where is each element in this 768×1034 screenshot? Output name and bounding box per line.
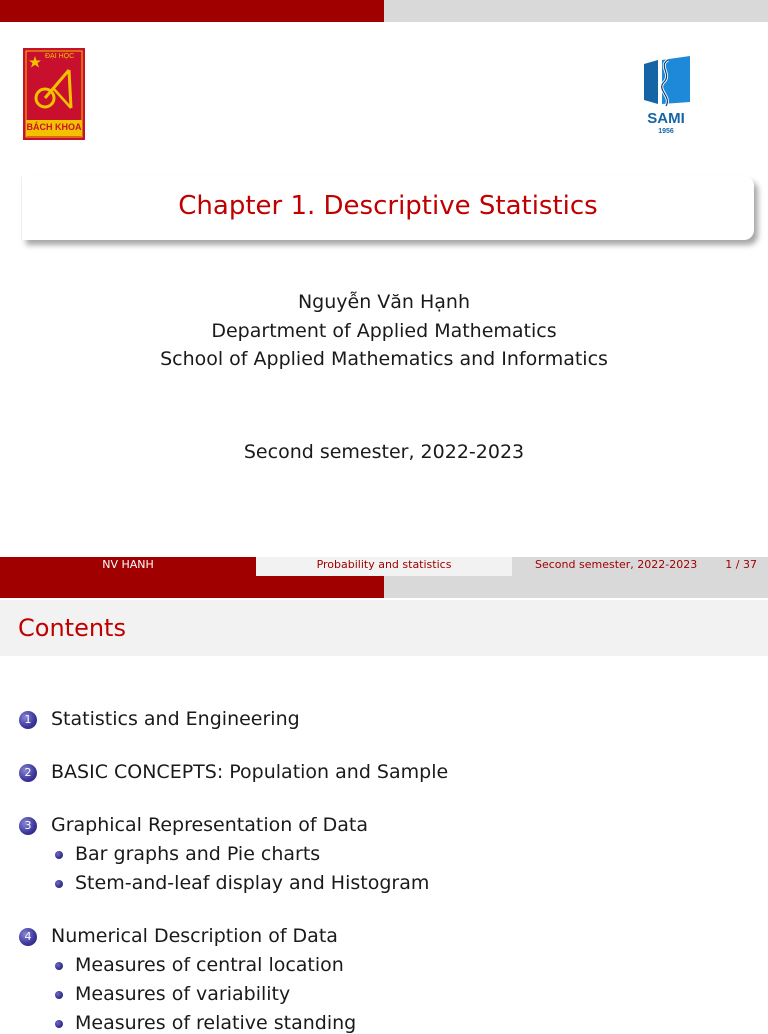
school-name: School of Applied Mathematics and Informatics xyxy=(160,348,608,370)
bullet-icon xyxy=(55,1020,63,1028)
top-bar-grey xyxy=(384,0,768,22)
contents-heading: Contents xyxy=(18,614,126,642)
subsection-title[interactable]: Bar graphs and Pie charts xyxy=(75,843,321,865)
title-box xyxy=(22,176,754,240)
bullet-icon xyxy=(55,991,63,999)
section-number-badge: 3 xyxy=(19,817,37,835)
footer-page: 1 / 37 xyxy=(725,558,757,571)
slide-title: Chapter 1. Descriptive Statistics xyxy=(178,191,598,221)
hust-logo xyxy=(23,48,85,140)
footer-course: Probability and statistics xyxy=(316,558,452,571)
section-number-badge: 1 xyxy=(19,711,37,729)
subsection-title[interactable]: Measures of variability xyxy=(75,983,291,1005)
footer-semester-cell xyxy=(512,557,768,576)
footer-bottom-red xyxy=(0,576,384,598)
footer-author-cell xyxy=(0,557,256,576)
footer-bottom-grey xyxy=(384,576,768,598)
section-title[interactable]: BASIC CONCEPTS: Population and Sample xyxy=(51,761,449,783)
section-title[interactable]: Statistics and Engineering xyxy=(51,708,300,730)
department-name: Department of Applied Mathematics xyxy=(211,320,557,342)
hust-logo-bottom-text: BÁCH KHOA xyxy=(26,122,82,132)
footer-course-cell xyxy=(256,557,512,576)
sami-logo xyxy=(638,54,694,140)
section-title[interactable]: Graphical Representation of Data xyxy=(51,814,369,836)
sami-logo-year: 1956 xyxy=(658,128,674,135)
section-title[interactable]: Numerical Description of Data xyxy=(51,925,338,947)
hust-logo-top-text: ĐẠI HỌC xyxy=(45,53,75,60)
bullet-icon xyxy=(55,962,63,970)
top-bar-red xyxy=(0,0,384,22)
section-number-badge: 2 xyxy=(19,764,37,782)
subsection-title[interactable]: Stem-and-leaf display and Histogram xyxy=(75,872,430,894)
author-name: Nguyễn Văn Hạnh xyxy=(297,291,471,313)
sami-logo-name: SAMI xyxy=(647,110,685,127)
subsection-title[interactable]: Measures of central location xyxy=(75,954,344,976)
subsection-title[interactable]: Measures of relative standing xyxy=(75,1012,357,1034)
bullet-icon xyxy=(55,851,63,859)
semester-date: Second semester, 2022-2023 xyxy=(243,441,525,463)
footer-author: NV HANH xyxy=(102,558,154,571)
footer-semester: Second semester, 2022-2023 xyxy=(535,558,698,571)
bullet-icon xyxy=(55,880,63,888)
section-number-badge: 4 xyxy=(19,928,37,946)
